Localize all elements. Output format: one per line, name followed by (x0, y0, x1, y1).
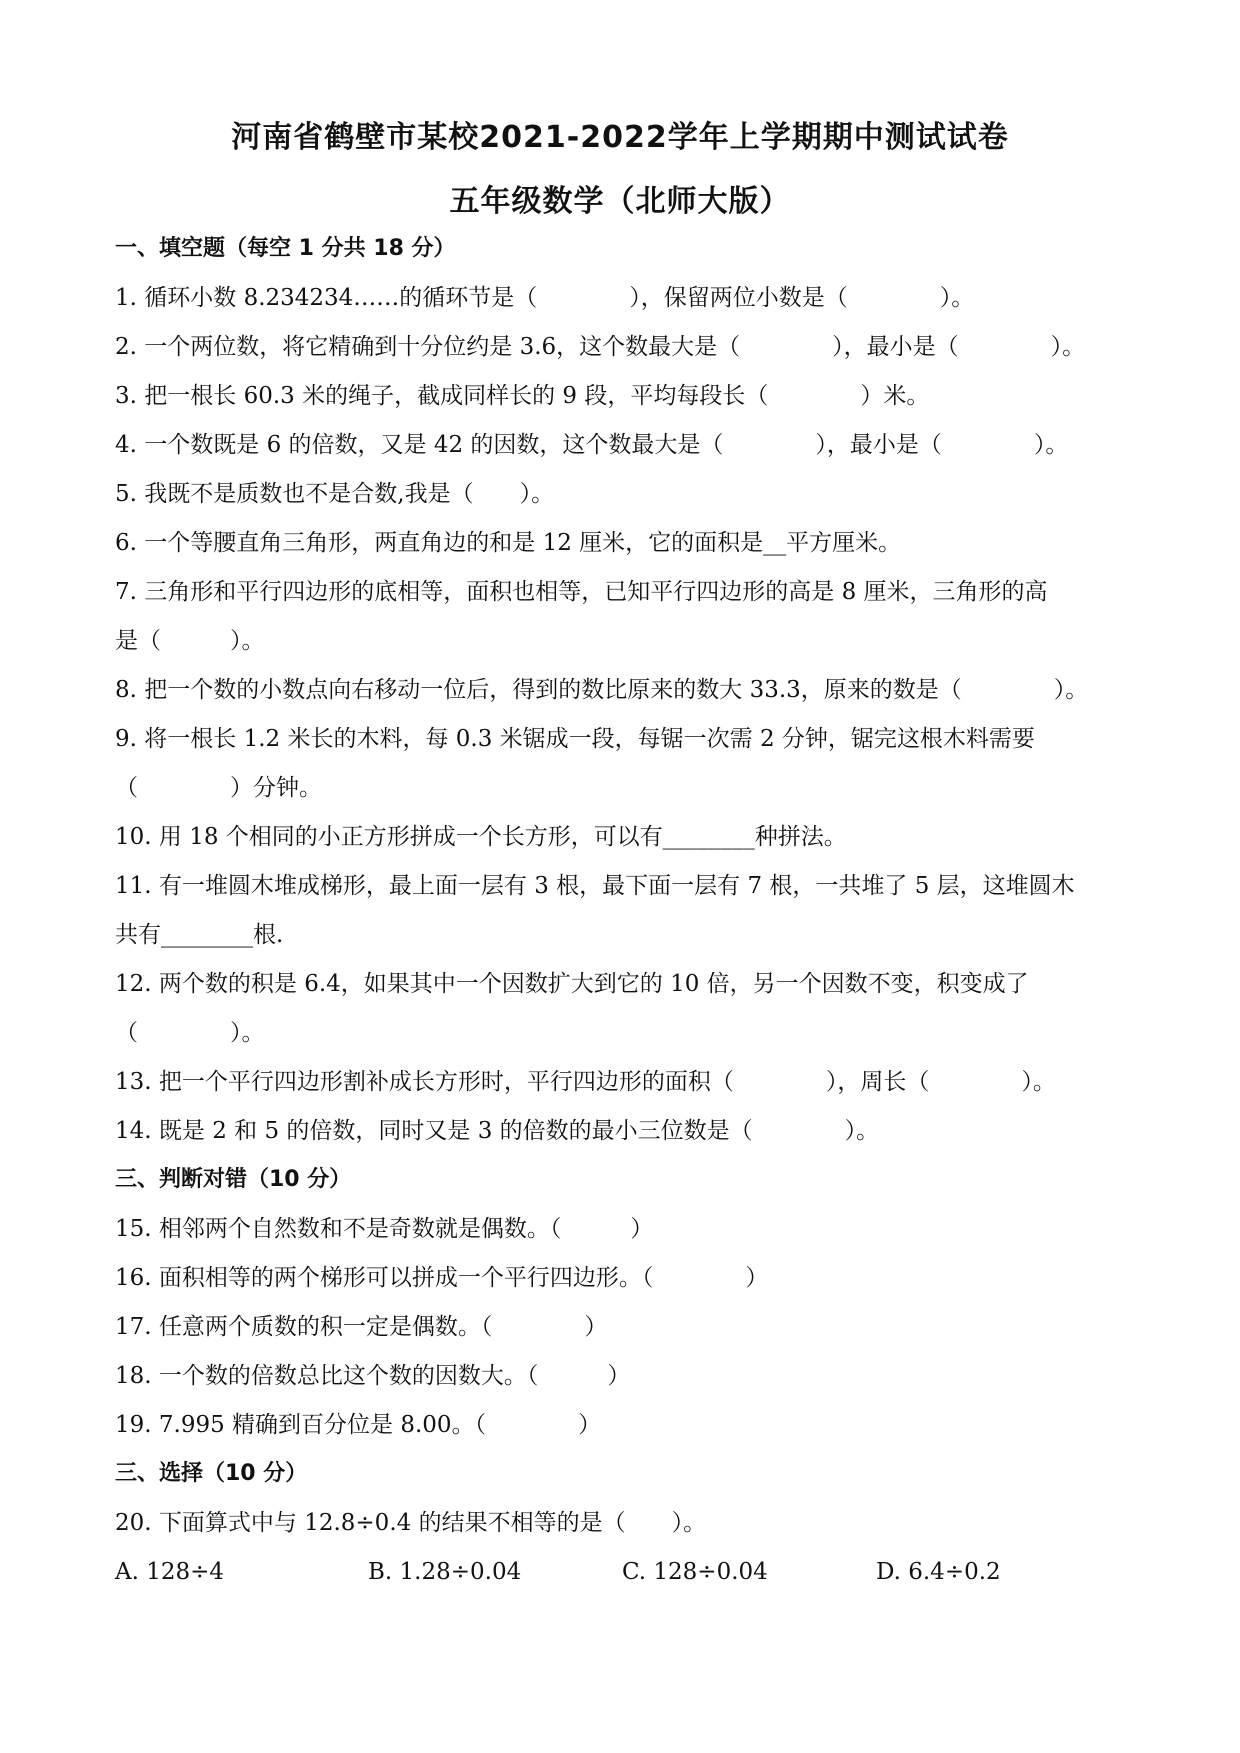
question-16: 16. 面积相等的两个梯形可以拼成一个平行四边形。（ ） (115, 1265, 769, 1291)
section-heading-judge: 三、判断对错（10 分） (115, 1167, 352, 1192)
question-12-line-2: （ ）。 (115, 1020, 265, 1046)
question-20: 20. 下面算式中与 12.8÷0.4 的结果不相等的是（ ）。 (115, 1510, 707, 1536)
exam-title: 河南省鹤壁市某校2021-2022学年上学期期中测试试卷 (231, 120, 1009, 155)
question-2: 2. 一个两位数，将它精确到十分位约是 3.6，这个数最大是（ ），最小是（ ）。 (115, 334, 1086, 360)
question-4: 4. 一个数既是 6 的倍数，又是 42 的因数，这个数最大是（ ），最小是（ ）。 (115, 432, 1069, 458)
question-15: 15. 相邻两个自然数和不是奇数就是偶数。（ ） (115, 1216, 654, 1242)
option-b: B. 1.28÷0.04 (368, 1559, 522, 1585)
section-heading-choice: 三、选择（10 分） (115, 1461, 308, 1486)
question-11-line-2: 共有________根. (115, 922, 284, 948)
exam-subtitle: 五年级数学（北师大版） (449, 184, 791, 219)
question-5: 5. 我既不是质数也不是合数,我是（ ）。 (115, 481, 555, 507)
question-9-line-2: （ ）分钟。 (115, 775, 322, 801)
question-14: 14. 既是 2 和 5 的倍数，同时又是 3 的倍数的最小三位数是（ ）。 (115, 1118, 880, 1144)
question-11-line-1: 11. 有一堆圆木堆成梯形，最上面一层有 3 根，最下面一层有 7 根，一共堆了 5 层，这堆圆木 (115, 873, 1075, 899)
question-7-line-2: 是（ ）。 (115, 628, 265, 654)
question-10: 10. 用 18 个相同的小正方形拼成一个长方形，可以有________种拼法。 (115, 824, 847, 850)
question-7-line-1: 7. 三角形和平行四边形的底相等，面积也相等，已知平行四边形的高是 8 厘米，三角形的高 (115, 579, 1048, 605)
option-a: A. 128÷4 (115, 1559, 225, 1585)
question-1: 1. 循环小数 8.234234……的循环节是（ ），保留两位小数是（ ）。 (115, 285, 975, 311)
option-c: C. 128÷0.04 (622, 1559, 768, 1585)
question-3: 3. 把一根长 60.3 米的绳子，截成同样长的 9 段，平均每段长（ ）米。 (115, 383, 930, 409)
question-13: 13. 把一个平行四边形割补成长方形时，平行四边形的面积（ ），周长（ ）。 (115, 1069, 1056, 1095)
question-17: 17. 任意两个质数的积一定是偶数。（ ） (115, 1314, 608, 1340)
question-12-line-1: 12. 两个数的积是 6.4，如果其中一个因数扩大到它的 10 倍，另一个因数不变，积变成了 (115, 971, 1029, 997)
question-18: 18. 一个数的倍数总比这个数的因数大。（ ） (115, 1363, 631, 1389)
question-9-line-1: 9. 将一根长 1.2 米长的木料，每 0.3 米锯成一段，每锯一次需 2 分钟，锯完这根木料需要 (115, 726, 1035, 752)
question-8: 8. 把一个数的小数点向右移动一位后，得到的数比原来的数大 33.3，原来的数是（ ）。 (115, 677, 1089, 703)
question-19: 19. 7.995 精确到百分位是 8.00。（ ） (115, 1412, 602, 1438)
question-6: 6. 一个等腰直角三角形，两直角边的和是 12 厘米，它的面积是__平方厘米。 (115, 530, 902, 556)
section-heading-fill: 一、填空题（每空 1 分共 18 分） (115, 236, 456, 261)
option-d: D. 6.4÷0.2 (876, 1559, 1001, 1585)
